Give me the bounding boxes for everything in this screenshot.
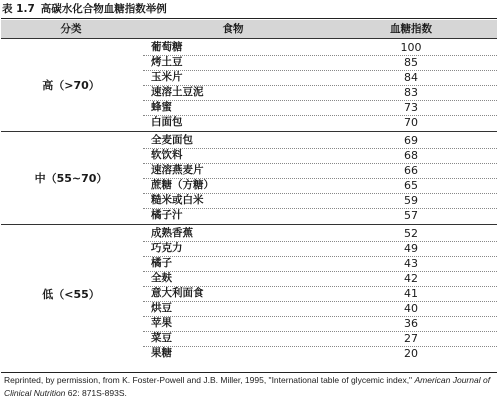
table-row (1, 85, 497, 100)
table-row (1, 40, 497, 55)
food-name: 果糖 (151, 347, 172, 359)
table-row (1, 256, 497, 271)
glycemic-index-value: 57 (404, 209, 418, 222)
table-bottom-rule (1, 372, 497, 373)
table-row (1, 271, 497, 286)
table-row (1, 301, 497, 316)
glycemic-index-value: 42 (404, 272, 418, 285)
table-row (1, 70, 497, 85)
group-0 (1, 39, 497, 131)
glycemic-index-value: 66 (404, 164, 418, 177)
glycemic-index-value: 49 (404, 242, 418, 255)
category-label: 低（<55） (42, 287, 100, 301)
food-name: 意大利面食 (151, 287, 204, 299)
table-footnote (4, 374, 494, 400)
table-row (1, 226, 497, 241)
food-name: 橘子汁 (151, 209, 183, 221)
food-name: 糙米或白米 (151, 194, 204, 206)
table-header-row (1, 20, 497, 38)
header-food: 食物 (222, 23, 244, 35)
glycemic-index-value: 27 (404, 332, 418, 345)
food-name: 烘豆 (151, 302, 172, 314)
food-name: 橘子 (151, 257, 172, 269)
table-row (1, 193, 497, 208)
glycemic-index-value: 65 (404, 179, 418, 192)
glycemic-index-value: 52 (404, 227, 418, 240)
glycemic-index-value: 73 (404, 101, 418, 114)
food-name: 白面包 (151, 116, 183, 128)
food-name: 菜豆 (151, 332, 172, 344)
table-row (1, 208, 497, 223)
table-row (1, 55, 497, 70)
table-row (1, 331, 497, 346)
footnote-citation: 62: 871S-893S. (67, 388, 127, 398)
glycemic-index-value: 84 (404, 71, 418, 84)
footnote-journal: American Journal of Clinical Nutrition (4, 375, 491, 398)
glycemic-index-value: 20 (404, 347, 418, 360)
glycemic-index-value: 41 (404, 287, 418, 300)
category-label: 中（55~70） (34, 172, 108, 185)
food-name: 烤土豆 (151, 56, 183, 68)
table-row (1, 346, 497, 361)
glycemic-index-value: 100 (400, 41, 422, 54)
food-name: 全麦面包 (151, 134, 193, 146)
food-name: 蔗糖（方糖） (151, 179, 214, 191)
glycemic-index-value: 40 (404, 302, 418, 315)
table-row (1, 286, 497, 301)
category-label: 高（>70） (42, 79, 100, 92)
table-row (1, 241, 497, 256)
footnote-text: Reprinted, by permission, from K. Foster-Powell and J.B. Miller, 1995, "International table of glycemic index," (4, 375, 413, 385)
table-top-rule (1, 18, 497, 19)
table-caption (2, 1, 167, 17)
table-number: 表 1.7 (2, 3, 35, 15)
food-name: 蜂蜜 (151, 101, 172, 113)
glycemic-index-value: 83 (404, 86, 418, 99)
glycemic-index-value: 43 (404, 257, 418, 270)
food-name: 玉米片 (151, 71, 183, 83)
food-name: 速溶土豆泥 (151, 86, 204, 98)
food-name: 成熟香蕉 (151, 227, 193, 239)
glycemic-index-value: 36 (404, 317, 418, 330)
glycemic-index-value: 59 (404, 194, 418, 207)
table-row (1, 163, 497, 178)
group-2 (1, 225, 497, 362)
table-title: 高碳水化合物血糖指数举例 (40, 3, 167, 15)
glycemic-index-value: 70 (404, 116, 418, 129)
food-name: 全麸 (151, 272, 172, 284)
food-name: 苹果 (151, 317, 172, 329)
table-row (1, 148, 497, 163)
food-name: 葡萄糖 (151, 41, 183, 53)
table-row (1, 178, 497, 193)
food-name: 巧克力 (151, 242, 183, 254)
table-row (1, 115, 497, 130)
table-row (1, 316, 497, 331)
glycemic-index-value: 85 (404, 56, 418, 69)
header-category: 分类 (60, 23, 82, 35)
header-glycemic-index: 血糖指数 (390, 23, 432, 35)
food-name: 软饮料 (151, 149, 183, 161)
group-1 (1, 132, 497, 224)
glycemic-index-value: 69 (404, 134, 418, 147)
glycemic-index-value: 68 (404, 149, 418, 162)
food-name: 速溶燕麦片 (151, 164, 204, 176)
table-row (1, 100, 497, 115)
table-row (1, 133, 497, 148)
